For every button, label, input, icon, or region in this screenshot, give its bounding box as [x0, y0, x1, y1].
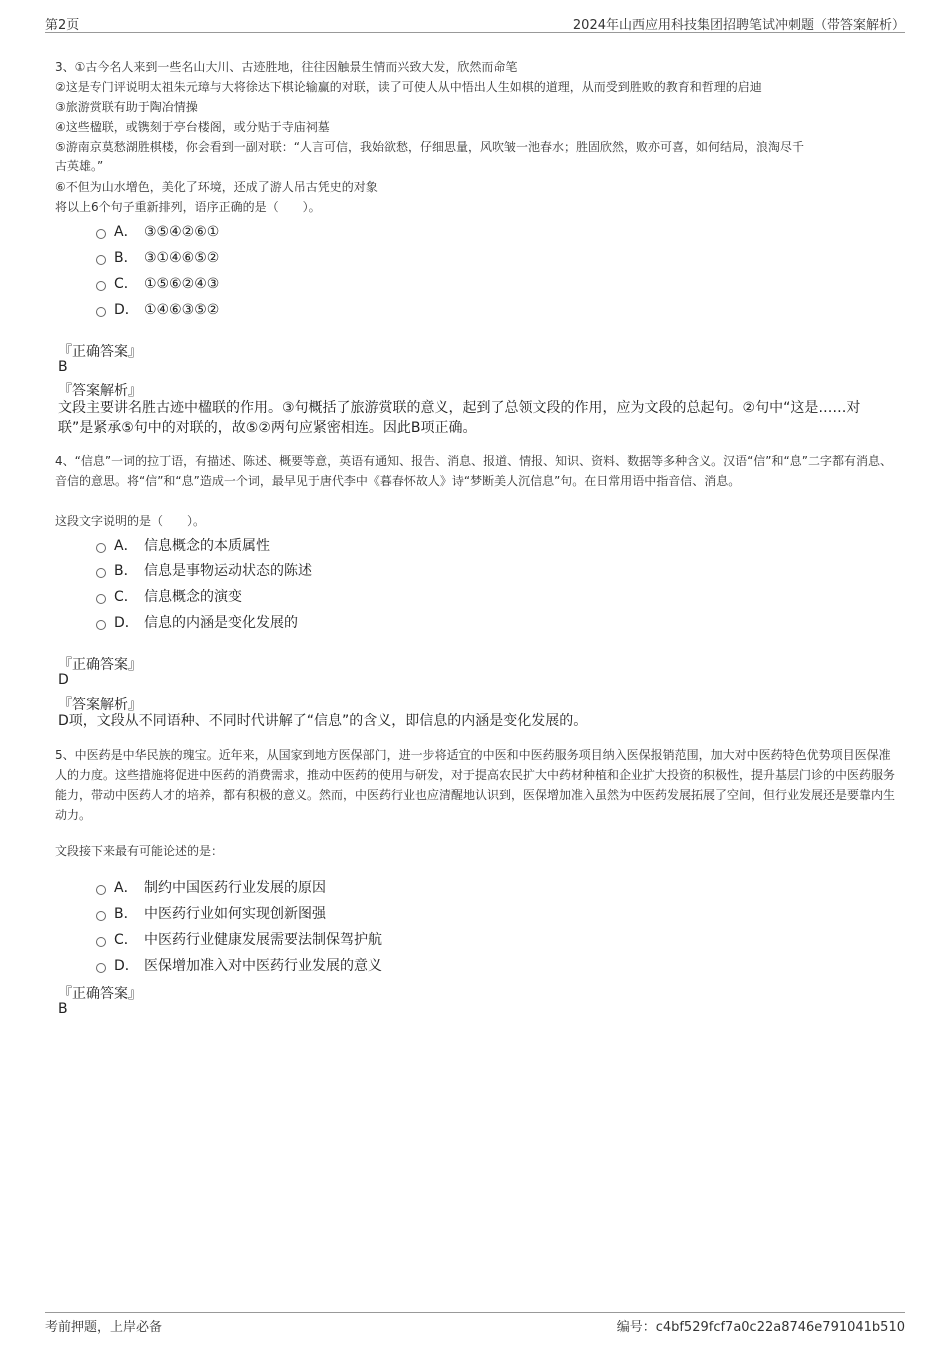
radio-icon[interactable] [96, 937, 106, 947]
q3-option-d[interactable]: D． ①④⑥③⑤② [96, 299, 219, 319]
q4-analysis: D项，文段从不同语种、不同时代讲解了“信息”的含义，即信息的内涵是变化发展的。 [58, 713, 588, 729]
q3-line-3: ③旅游赏联有助于陶冶情操 [55, 100, 198, 114]
footer-slogan: 考前押题，上岸必备 [45, 1320, 163, 1335]
radio-icon[interactable] [96, 620, 106, 630]
page-header [45, 12, 905, 33]
q5-option-a[interactable]: A． 制约中国医药行业发展的原因 [96, 877, 326, 897]
radio-icon[interactable] [96, 255, 106, 265]
q3-option-b[interactable]: B． ③①④⑥⑤② [96, 247, 219, 267]
q3-analysis: 文段主要讲名胜古迹中楹联的作用。③句概括了旅游赏联的意义，起到了总领文段的作用，应为文段的总起句。②句中“这是……对联”是紧承⑤句中的对联的，故⑤②两句应紧密相连。因此B项正确。 [58, 400, 861, 436]
radio-icon[interactable] [96, 885, 106, 895]
q4-option-b[interactable]: B． 信息是事物运动状态的陈述 [96, 560, 312, 580]
q5-option-c[interactable]: C． 中医药行业健康发展需要法制保驾护航 [96, 929, 382, 949]
radio-icon[interactable] [96, 568, 106, 578]
q3-option-a[interactable]: A． ③⑤④②⑥① [96, 221, 219, 241]
page-number: 第2页 [45, 18, 80, 33]
q4-answer: D [58, 672, 69, 688]
q3-answer-label: 『正确答案』 [58, 344, 142, 360]
radio-icon[interactable] [96, 307, 106, 317]
radio-icon[interactable] [96, 911, 106, 921]
q4-option-c[interactable]: C． 信息概念的演变 [96, 586, 242, 606]
radio-icon[interactable] [96, 229, 106, 239]
q4-stem: 4、“信息”一词的拉丁语，有描述、陈述、概要等意，英语有通知、报告、消息、报道、情报、知识、资料、数据等多种含义。汉语“信”和“息”二字都有消息、音信的意思。将“信”和“息”造成一个词，最早见于唐代李中《暮春怀故人》诗“梦断美人沉信息”句。在日常用语中指音信、消息。 [55, 454, 892, 488]
radio-icon[interactable] [96, 543, 106, 553]
q3-question: 将以上6个句子重新排列，语序正确的是（ ）。 [55, 200, 321, 214]
q3-line-6: 古英雄。” [55, 159, 104, 173]
q5-stem: 5、中医药是中华民族的瑰宝。近年来，从国家到地方医保部门，进一步将适宜的中医和中医药服务项目纳入医保报销范围，加大对中医药特色优势项目医保准人的力度。这些措施将促进中医药的消费需求，推动中医药的使用与研发，对于提高农民扩大中药材种植和企业扩大投资的积极性，提升基层门诊的中医药服务能力，带动中医药人才的培养，都有积极的意义。然而，中医药行业也应清醒地认识到，医保增加准入虽然为中医药发展拓展了空间，但行业发展还是要靠内生动力。 [55, 748, 896, 822]
q5-answer-label: 『正确答案』 [58, 986, 142, 1002]
q4-answer-label: 『正确答案』 [58, 657, 142, 673]
q4-option-a[interactable]: A． 信息概念的本质属性 [96, 535, 270, 555]
q5-option-d[interactable]: D． 医保增加准入对中医药行业发展的意义 [96, 955, 382, 975]
q4-question: 这段文字说明的是（ ）。 [55, 514, 206, 528]
q3-line-4: ④这些楹联，或镌刻于亭台楼阁，或分贴于寺庙祠墓 [55, 120, 330, 134]
document-code: 编号：c4bf529fcf7a0c22a8746e791041b510 [616, 1320, 905, 1335]
q3-option-c[interactable]: C． ①⑤⑥②④③ [96, 273, 219, 293]
radio-icon[interactable] [96, 963, 106, 973]
q3-line-7: ⑥不但为山水增色，美化了环境，还成了游人吊古凭史的对象 [55, 180, 378, 194]
q5-answer: B [58, 1001, 68, 1017]
q5-option-b[interactable]: B． 中医药行业如何实现创新图强 [96, 903, 326, 923]
q3-analysis-label: 『答案解析』 [58, 383, 142, 399]
q3-answer: B [58, 359, 68, 375]
radio-icon[interactable] [96, 594, 106, 604]
page-footer [45, 1312, 905, 1337]
q4-option-d[interactable]: D． 信息的内涵是变化发展的 [96, 612, 298, 632]
q3-line-2: ②这是专门评说明太祖朱元璋与大将徐达下棋论输赢的对联，读了可使人从中悟出人生如棋的道理，从而受到胜败的教育和哲理的启迪 [55, 80, 762, 94]
document-title: 2024年山西应用科技集团招聘笔试冲刺题（带答案解析） [572, 18, 905, 33]
radio-icon[interactable] [96, 281, 106, 291]
q4-analysis-label: 『答案解析』 [58, 697, 142, 713]
q3-line-1: 3、①古今名人来到一些名山大川、古迹胜地，往往因触景生情而兴致大发，欣然而命笔 [55, 60, 518, 74]
q5-question: 文段接下来最有可能论述的是： [55, 844, 224, 858]
q3-line-5: ⑤游南京莫愁湖胜棋楼，你会看到一副对联：“人言可信，我始欲愁，仔细思量，风吹皱一池春水；胜固欣然，败亦可喜，如何结局，浪淘尽千 [55, 140, 804, 154]
